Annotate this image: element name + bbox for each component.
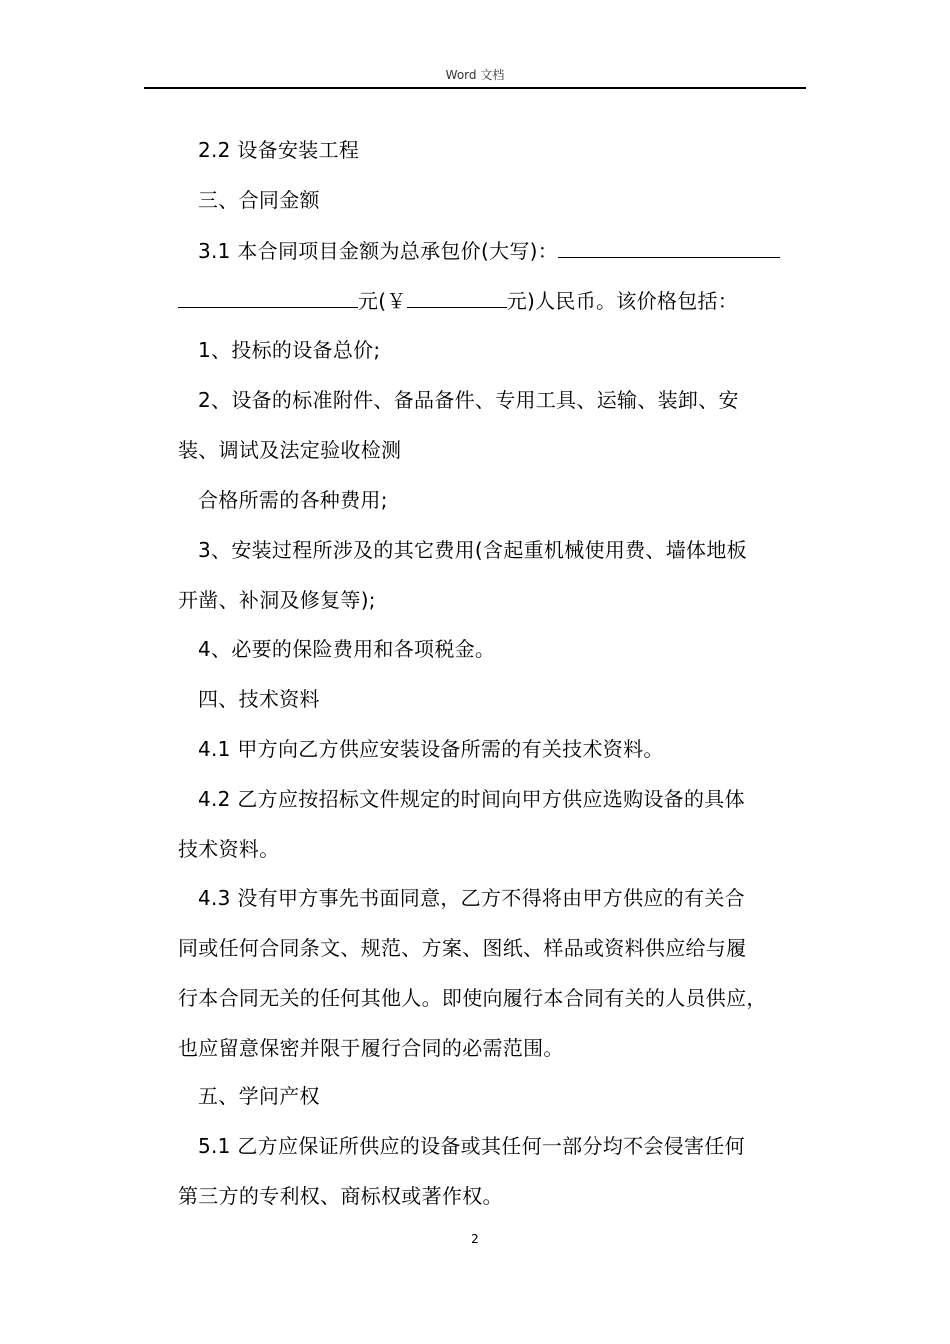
list-item-2: 2、设备的标准附件、备品备件、专用工具、运输、装卸、安 xyxy=(198,388,739,412)
clause-3-1-text: 3.1 本合同项目金额为总承包价(大写)： xyxy=(198,239,559,263)
price-includes-label: 元)人民币。该价格包括： xyxy=(506,289,739,313)
list-item-2-continued-2: 合格所需的各种费用; xyxy=(198,488,388,512)
amount-words-blank xyxy=(558,237,780,258)
clause-4-2-continued: 技术资料。 xyxy=(178,837,280,861)
list-item-3: 3、安装过程所涉及的其它费用(含起重机械使用费、墙体地板 xyxy=(198,538,747,562)
section-2-2: 2.2 设备安装工程 xyxy=(198,138,360,162)
amount-figures-blank xyxy=(407,287,507,308)
page-number: 2 xyxy=(471,1232,479,1246)
amount-words-blank-continued xyxy=(178,287,358,308)
list-item-4: 4、必要的保险费用和各项税金。 xyxy=(198,637,496,661)
clause-3-1 xyxy=(198,237,780,264)
heading-intellectual-property: 五、学问产权 xyxy=(198,1084,320,1108)
clause-4-3-continued-1: 同或任何合同条文、规范、方案、图纸、样品或资料供应给与履 xyxy=(178,936,747,960)
clause-4-1: 4.1 甲方向乙方供应安装设备所需的有关技术资料。 xyxy=(198,737,664,761)
list-item-3-continued: 开凿、补洞及修复等); xyxy=(178,588,376,612)
page-header-title: Word 文档 xyxy=(445,68,505,82)
list-item-2-continued: 装、调试及法定验收检测 xyxy=(178,438,402,462)
header-divider xyxy=(144,87,806,89)
clause-4-3-continued-2: 行本合同无关的任何其他人。即使向履行本合同有关的人员供应， xyxy=(178,986,767,1010)
yuan-open-label: 元(￥ xyxy=(358,289,407,313)
clause-4-3-continued-3: 也应留意保密并限于履行合同的必需范围。 xyxy=(178,1036,564,1060)
clause-5-1: 5.1 乙方应保证所供应的设备或其任何一部分均不会侵害任何 xyxy=(198,1134,745,1158)
clause-5-1-continued: 第三方的专利权、商标权或著作权。 xyxy=(178,1184,503,1208)
clause-3-1-continued xyxy=(178,287,738,314)
list-item-1: 1、投标的设备总价; xyxy=(198,338,381,362)
heading-contract-amount: 三、合同金额 xyxy=(198,188,320,212)
clause-4-3: 4.3 没有甲方事先书面同意，乙方不得将由甲方供应的有关合 xyxy=(198,886,745,910)
heading-technical-materials: 四、技术资料 xyxy=(198,687,320,711)
clause-4-2: 4.2 乙方应按招标文件规定的时间向甲方供应选购设备的具体 xyxy=(198,787,745,811)
